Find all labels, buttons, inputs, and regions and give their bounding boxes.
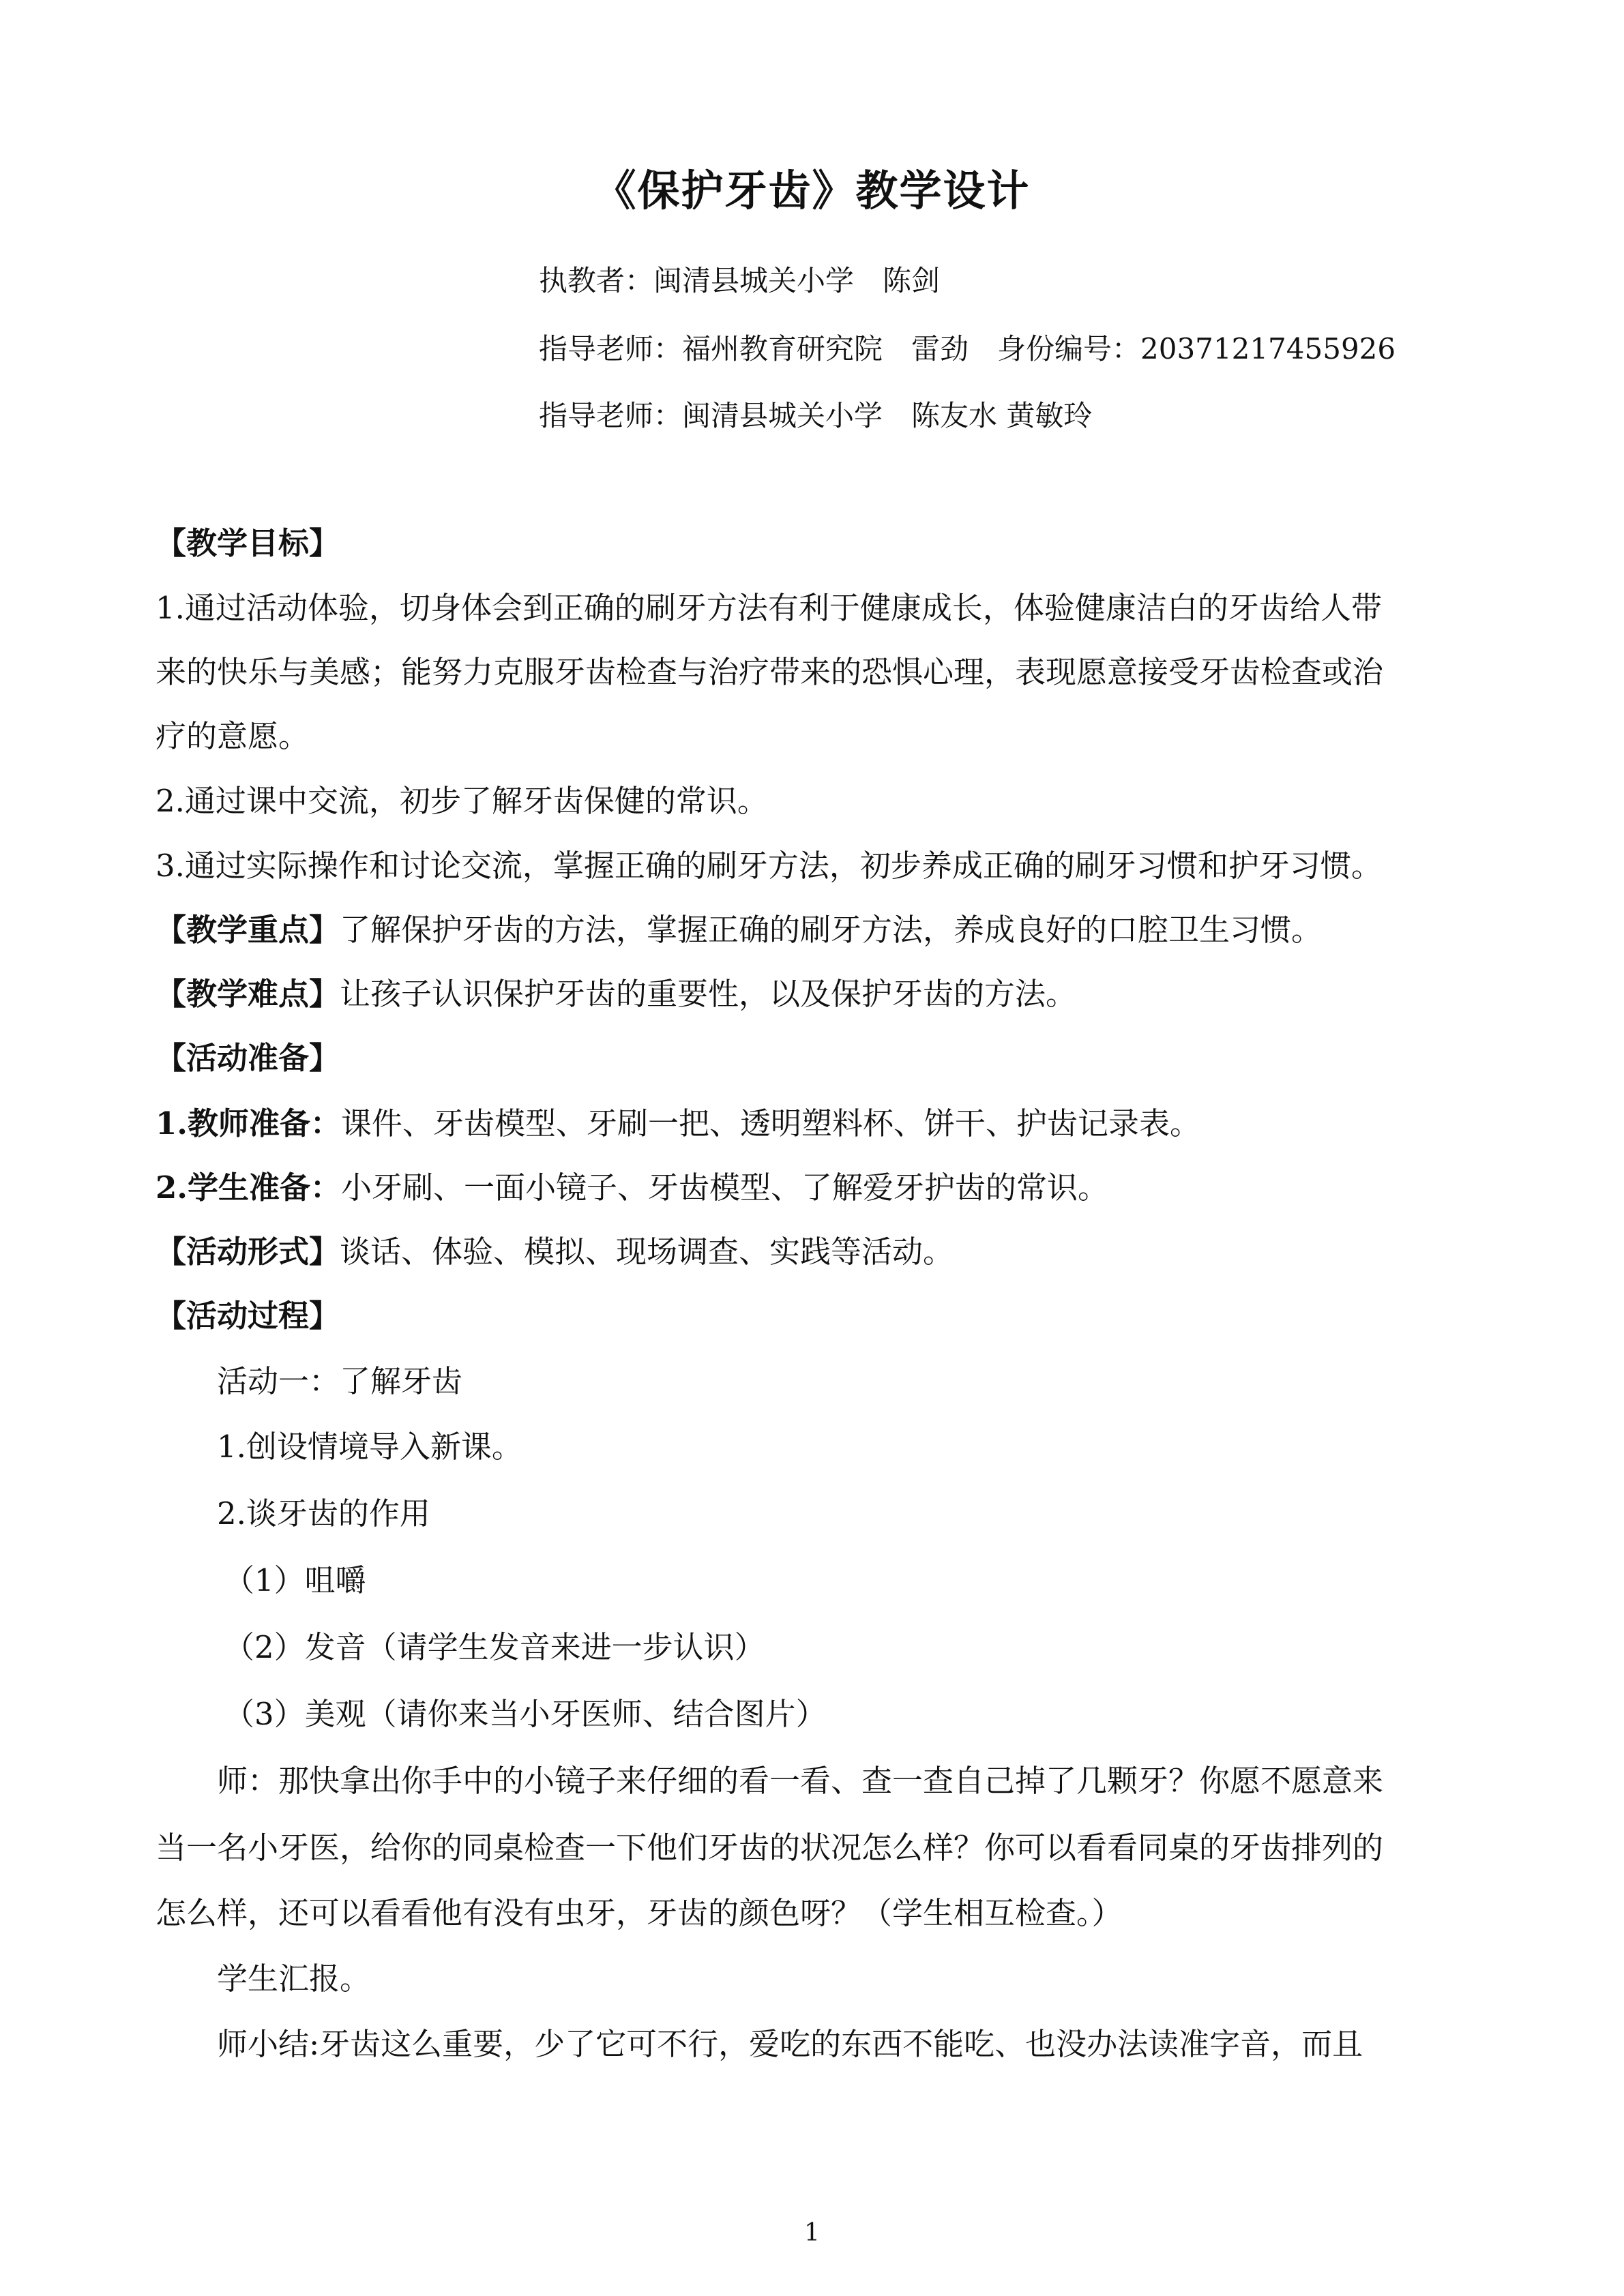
difficulty-paragraph xyxy=(156,974,1465,1015)
process-heading: 【活动过程】 xyxy=(156,1298,340,1334)
advisor-line-1: 指导老师：福州教育研究院 雷劲 身份编号：20371217455926 xyxy=(539,332,1396,366)
key-point-paragraph xyxy=(156,910,1465,951)
difficulty-text: 让孩子认识保护牙齿的重要性，以及保护牙齿的方法。 xyxy=(340,976,1077,1012)
prep-teacher xyxy=(156,1103,1465,1144)
prep-student-label: 2.学生准备： xyxy=(156,1169,341,1206)
goal-1-line-1: 1.通过活动体验，切身体会到正确的刷牙方法有利于健康成长，体验健康洁白的牙齿给人带 xyxy=(156,590,1382,626)
page-number: 1 xyxy=(804,2219,820,2247)
goal-1-line-3: 疗的意愿。 xyxy=(156,718,310,754)
goals-heading: 【教学目标】 xyxy=(156,525,340,561)
step-2: 2.谈牙齿的作用 xyxy=(217,1495,430,1532)
prep-heading: 【活动准备】 xyxy=(156,1040,340,1076)
form-text: 谈话、体验、模拟、现场调查、实践等活动。 xyxy=(340,1234,954,1270)
teacher-summary: 师小结:牙齿这么重要，少了它可不行，爱吃的东西不能吃、也没办法读准字音，而且 xyxy=(217,2026,1363,2062)
teacher-line: 执教者：闽清县城关小学 陈剑 xyxy=(539,264,941,297)
goal-3: 3.通过实际操作和讨论交流，掌握正确的刷牙方法，初步养成正确的刷牙习惯和护牙习惯。 xyxy=(156,848,1382,884)
key-point-label: 【教学重点】 xyxy=(156,912,340,948)
form-paragraph xyxy=(156,1232,1465,1272)
advisor-line-2: 指导老师：闽清县城关小学 陈友水 黄敏玲 xyxy=(539,399,1093,432)
prep-student-text: 小牙刷、一面小镜子、牙齿模型、了解爱牙护齿的常识。 xyxy=(340,1169,1108,1206)
sub-item-3: （3）美观（请你来当小牙医师、结合图片） xyxy=(224,1696,827,1732)
key-point-text: 了解保护牙齿的方法，掌握正确的刷牙方法，养成良好的口腔卫生习惯。 xyxy=(340,912,1323,948)
prep-teacher-label: 1.教师准备： xyxy=(156,1105,341,1142)
page-title: 《保护牙齿》教学设计 xyxy=(593,166,1031,215)
teacher-speech-line-3: 怎么样，还可以看看他有没有虫牙，牙齿的颜色呀？（学生相互检查。） xyxy=(156,1895,1123,1931)
goal-2: 2.通过课中交流，初步了解牙齿保健的常识。 xyxy=(156,783,768,819)
prep-teacher-text: 课件、牙齿模型、牙刷一把、透明塑料杯、饼干、护齿记录表。 xyxy=(340,1105,1200,1142)
student-report: 学生汇报。 xyxy=(217,1960,371,1997)
activity-1: 活动一：了解牙齿 xyxy=(217,1363,463,1399)
teacher-speech-line-2: 当一名小牙医，给你的同桌检查一下他们牙齿的状况怎么样？你可以看看同桌的牙齿排列的 xyxy=(156,1830,1384,1866)
form-label: 【活动形式】 xyxy=(156,1234,340,1270)
sub-item-1: （1）咀嚼 xyxy=(224,1562,366,1598)
step-1: 1.创设情境导入新课。 xyxy=(217,1429,522,1465)
sub-item-2: （2）发音（请学生发音来进一步认识） xyxy=(224,1629,765,1665)
goal-1-line-2: 来的快乐与美感；能努力克服牙齿检查与治疗带来的恐惧心理，表现愿意接受牙齿检查或治 xyxy=(156,654,1384,690)
difficulty-label: 【教学难点】 xyxy=(156,976,340,1012)
prep-student xyxy=(156,1167,1465,1208)
teacher-speech-line-1: 师：那快拿出你手中的小镜子来仔细的看一看、查一查自己掉了几颗牙？你愿不愿意来 xyxy=(217,1763,1384,1799)
